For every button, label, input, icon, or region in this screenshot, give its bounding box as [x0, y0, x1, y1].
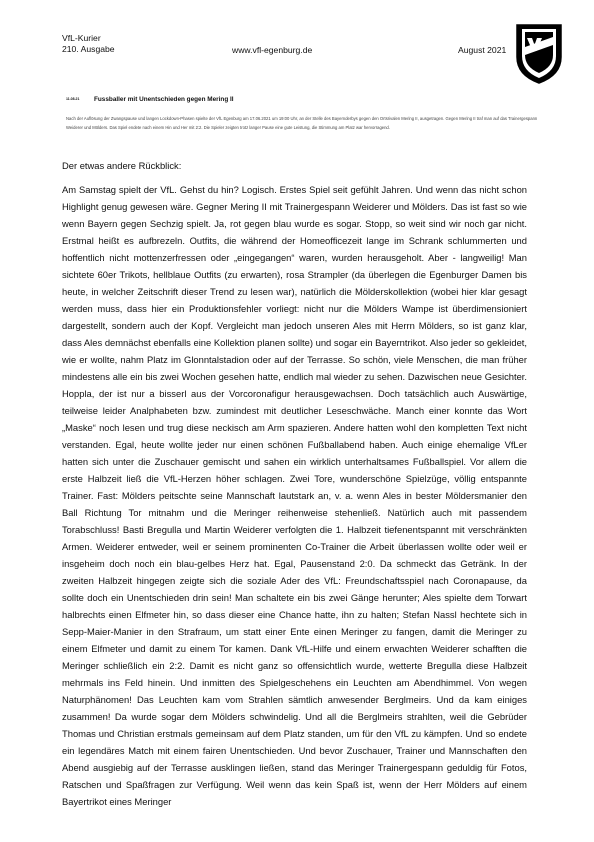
website-link[interactable]: www.vfl-egenburg.de	[232, 45, 313, 55]
article-body: Am Samstag spielt der VfL. Gehst du hin? Logisch. Erstes Spiel seit gefühlt Jahren. Und wenn das nicht schon Highlight genug gewesen wäre. Gegner Mering II mit Trainergespann Weiderer und Mölders. Das ist fast so wie wenn Bayern gegen Sechzig spielt. Ja, rot gegen blau wurde es sogar. Stopp, so weit sind wir noch gar nicht. Erstmal heißt es aufbrezeln. Outfits, die während der Homeofficezeit lange im Schrank schlummerten und hoffentlich nicht mottenzerfressen oder „eingegangen“ waren, wurden herausgeholt. Aber - langweilig! Man sichtete 60er Trikots, hellblaue Outfits (zu erwarten), rosa Strampler (da überlegen die Egenburger Damen bis heute, in welcher Zeitschrift dieser Trend zu lesen war), natürlich die Mölderskollektion (wobei hier klar gesagt werden muss, dass hier ein Produktionsfehler vorliegt: nicht nur die Mölders Wampe ist überdimensioniert dargestellt, sondern auch der Kopf. Vergleicht man jedoch unseren Ales mit Herrn Mölders, so ist ganz klar, dass Ales demnächst ebenfalls eine Kollektion planen sollte) und sogar ein Bayerntrikot. Also jeder so gekleidet, wie er wollte, nahm Platz im Glonntalstadion oder auf der Terrasse. So schön, viele Menschen, die man früher mindestens alle ein bis zwei Wochen gesehen hatte, endlich mal wieder zu sehen. Dazwischen neue Gesichter. Hoppla, der ist nur a bisserl aus der Vorcoronafigur herausgewachsen. Doch tatsächlich auch Auswärtige, teilweise leider Analphabeten bzw. zumindest mit deutlicher Leseschwäche. Manch einer konnte das Wort „Maske“ noch lesen und trug diese neckisch am Arm spazieren. Andere hatten wohl den kompletten Text nicht verstanden. Egal, heute wollte jeder nur einen schönen Fußballabend haben. Auch einige ehemalige VfLer hatten sich unter die Zuschauer gemischt und sahen ein wirklich unterhaltsames Fußballspiel. Vor allem die erste Halbzeit ließ die VfL-Herzen höher schlagen. Zwei Tore, wunderschöne Spielzüge, völlig entspannte Trainer. Fast: Mölders peitschte seine Mannschaft lautstark an, v. a. wenn Ales in bester Möldersmanier den Ball Richtung Tor mitnahm und die Meringer reihenweise stehenließ. Natürlich auch mit passendem Torabschluss! Basti Bregulla und Martin Weiderer verfolgten die 1. Halbzeit tiefenentspannt mit verschränkten Armen. Weiderer entweder, weil er seinem prominenten Co-Trainer die Arbeit überlassen wollte oder weil er insgeheim doch noch ein blau-gelbes Herz hat. Egal, Pausenstand 2:0. Da schmeckt das Getränk. In der zweiten Halbzeit hingegen zeigte sich die soziale Ader des VfL: Freundschaftsspiel nach Coronapause, da sollte doch ein Unentschieden drin sein! Man schaltete ein bis zwei Gänge herunter; Ales spielte dem Torwart halbrechts einen Elfmeter hin, so dass dieser eine Chance hatte, ihn zu halten; Stefan Nassl hechtete sich in Sepp-Maier-Manier in den Strafraum, um statt einer Ente einen Meringer zu fangen, damit die Meringer zu einem Elfmeter und damit zu einem Tor kamen. Dank VfL-Hilfe und einem erwachten Weiderer schafften die Meringer schließlich ein 2:2. Damit es nicht ganz so offensichtlich wurde, wetterte Bregulla diese Halbzeit mehrmals ins Feld hinein. Und inmitten des Spielgeschehens ein Leuchten am Abendhimmel. Von wegen Naturphänomen! Das Leuchten kam vom Strahlen sämtlich anwesender Berglmeirs. Und da kam einiges zusammen! Da wurde sogar dem Mölders schwindelig. Und all die Berglmeirs strahlten, weil die Gebrüder Thomas und Christian erstmals gemeinsam auf dem Platz standen, um für den VfL zu kämpfen. Und so endete ein legendäres Match mit einem fairen Unentschieden. Und bevor Zuschauer, Trainer und Mannschaften den Abend ausgiebig auf der Terrasse ausklingen ließen, stand das Meringer Trainergespann geduldig für Fotos, Ratschen und Spaßfragen zur Verfügung. Weil wenn das kein Spaß ist, wenn der Herr Mölders auf einem Bayertrikot eines Meringer	[62, 184, 527, 807]
edition-number: 210. Ausgabe	[62, 43, 115, 54]
article-title: Fussballer mit Unentschieden gegen Mering II	[94, 96, 234, 103]
section-subheading: Der etwas andere Rückblick:	[62, 160, 182, 171]
club-crest-icon	[515, 23, 563, 85]
issue-date: August 2021	[458, 45, 507, 55]
article-intro: Nach der Auflösung der Zwangspause und langen Lockdown-Phasen spielte der VfL Egenburg am 17.06.2021 um 19:00 Uhr, an der Stelle des Bayernderbys gegen den Ortsrivalen Mering II, ausgetragen. Gegen Mering II traf man auf das Trainergespann Weiderer und Mölders. Das Spiel endete nach einem Hin und Her mit 2:2. Die Spieler zeigten trotz langer Pause eine gute Leistung, die Stimmung am Platz war hervorragend.	[66, 116, 538, 131]
publication-name: VfL-Kurier	[62, 33, 101, 43]
newsletter-header	[62, 33, 115, 54]
article-date: 11.08.21	[66, 97, 80, 101]
